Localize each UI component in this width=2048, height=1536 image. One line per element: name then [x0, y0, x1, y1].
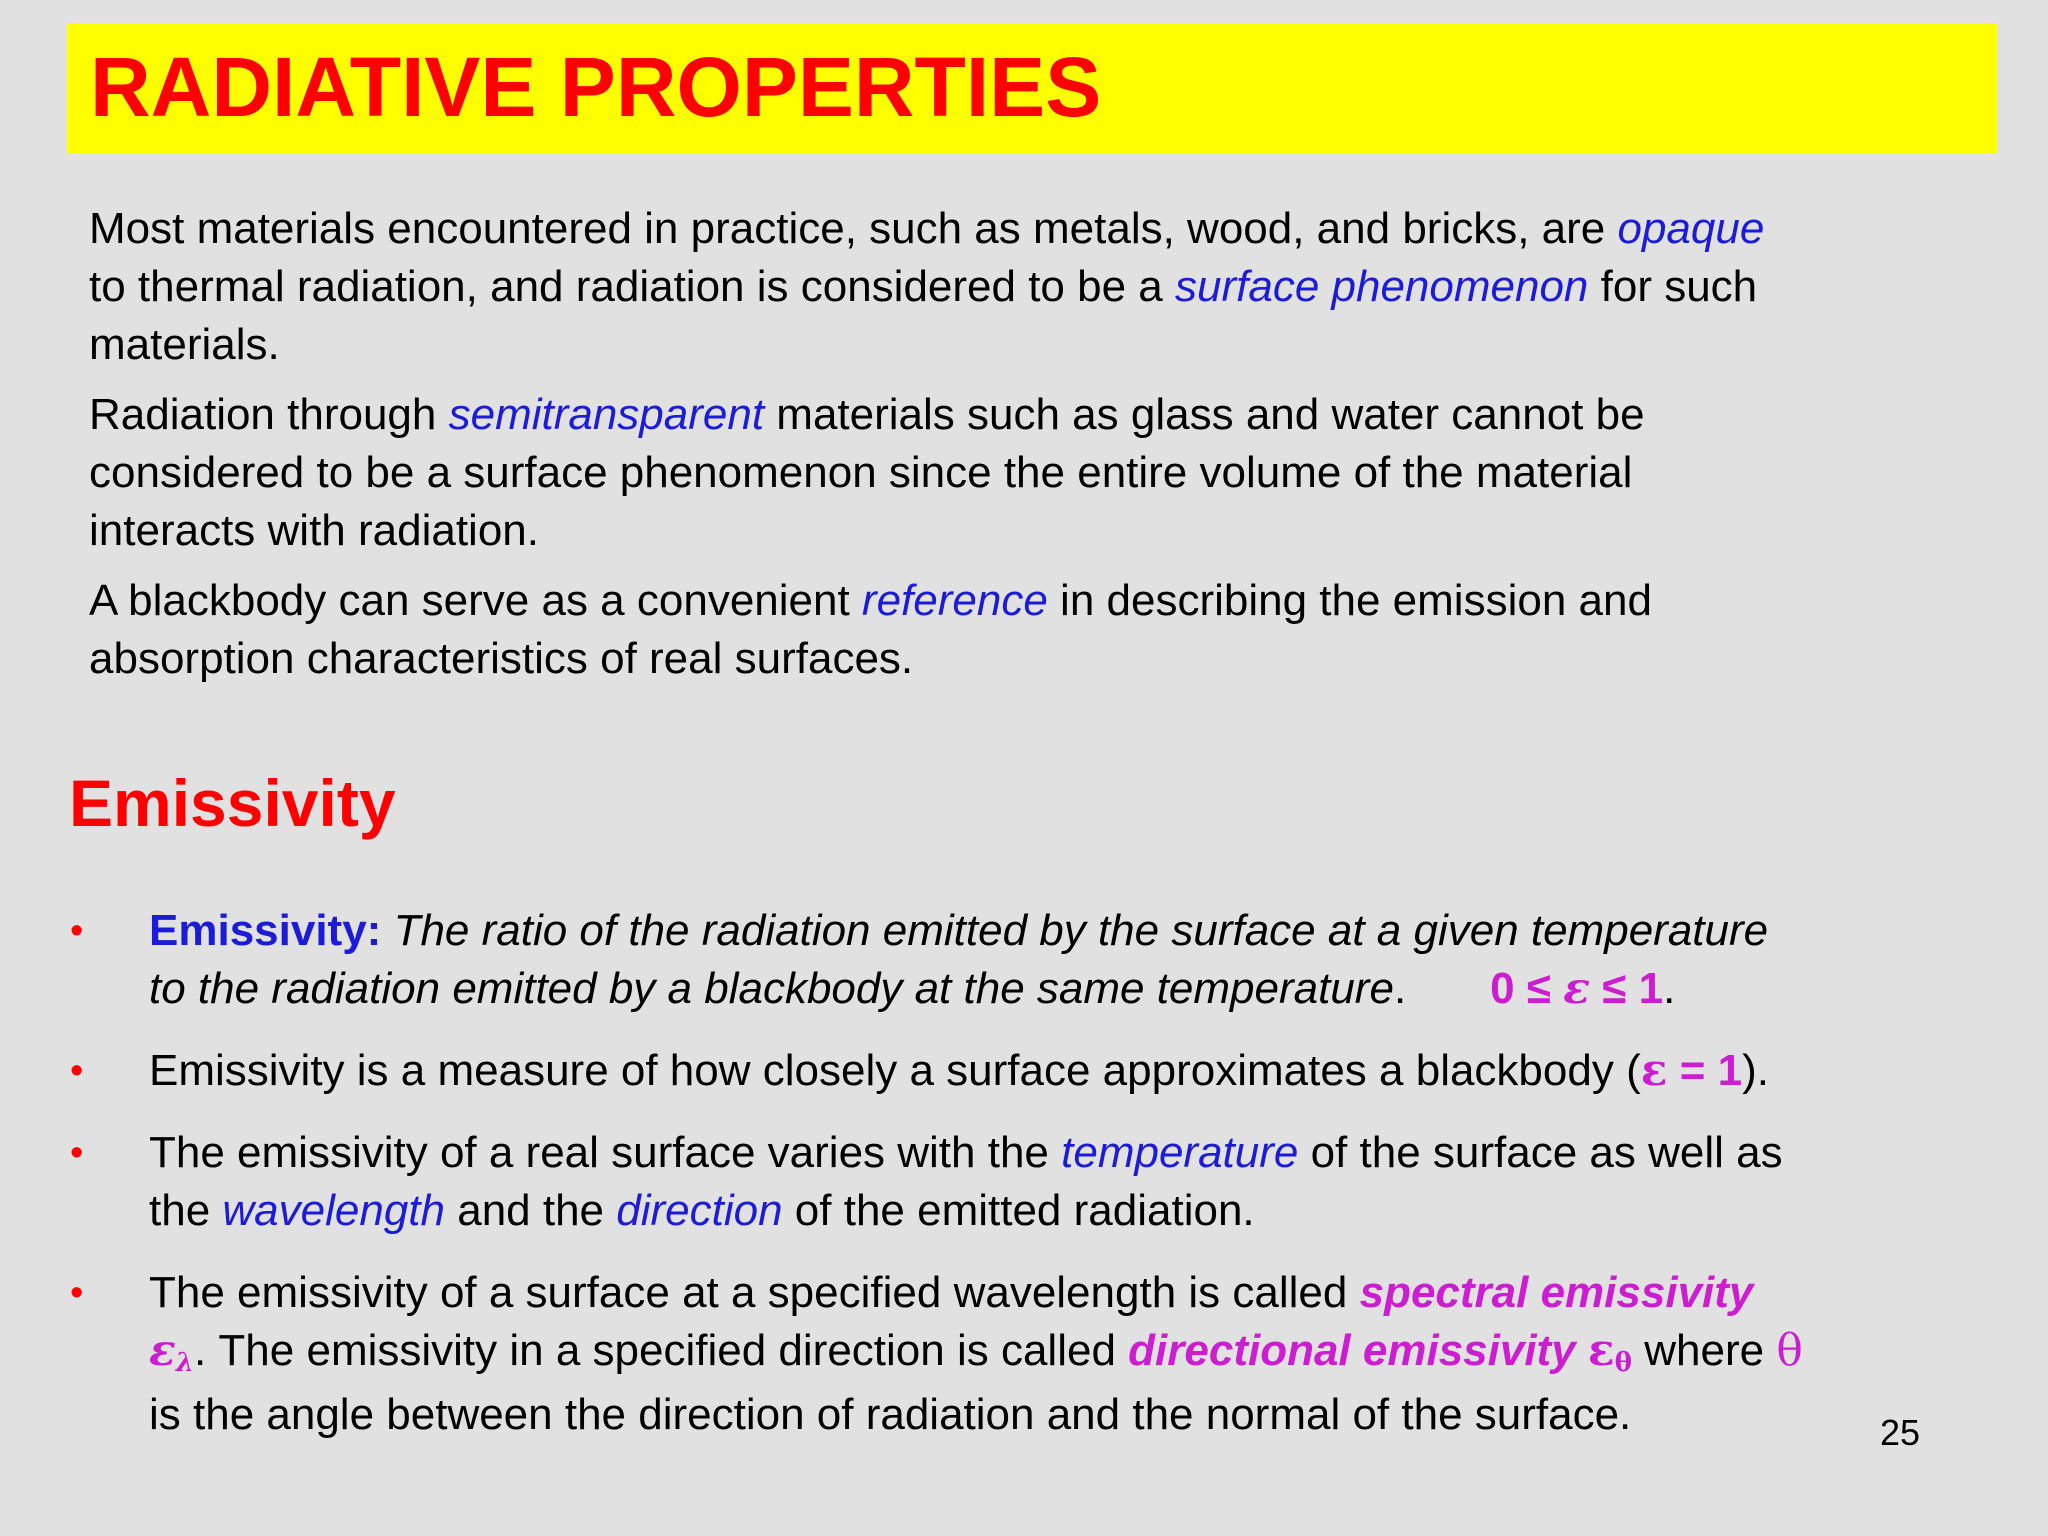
epsilon-lambda-symbol: $\varepsilon_\lambda$ — [149, 1325, 194, 1378]
intro-p3-text-a: A blackbody can serve as a convenient — [89, 576, 862, 625]
intro-p2-text-a: Radiation through — [89, 390, 449, 439]
term-surface-phenomenon: surface phenomenon — [1175, 262, 1589, 311]
intro-text — [89, 200, 1989, 688]
intro-p3-text-c: in describing the emission and — [1047, 576, 1652, 625]
intro-p2-text-c: materials such as glass and water cannot be — [764, 390, 1645, 439]
definition-line-2: to the radiation emitted by a blackbody at the same temperature — [149, 964, 1394, 1013]
intro-paragraph-2 — [89, 386, 1989, 560]
variation-text-h: of the emitted radiation. — [782, 1186, 1255, 1235]
measure-text: Emissivity is a measure of how closely a surface approximates a blackbody ( — [149, 1046, 1641, 1095]
bullet-item-measure — [0, 1042, 2048, 1100]
intro-p3-text-d: absorption characteristics of real surfaces. — [89, 634, 914, 683]
bullet-icon: • — [70, 1272, 84, 1314]
term-opaque: opaque — [1617, 204, 1765, 253]
title-bar — [67, 23, 1997, 153]
intro-p1-text-e: for such — [1588, 262, 1758, 311]
intro-p2-text-d: considered to be a surface phenomenon since the entire volume of the material — [89, 448, 1633, 497]
bullet-item-spectral-directional — [0, 1264, 2048, 1444]
intro-p1-text-c: to thermal radiation, and radiation is considered to be a — [89, 262, 1175, 311]
term-spectral-emissivity: spectral emissivity — [1359, 1268, 1754, 1317]
spectral-text-a: The emissivity of a surface at a specified wavelength is called — [149, 1268, 1360, 1317]
bullet-icon: • — [70, 1132, 84, 1174]
epsilon-symbol: ε — [1563, 963, 1590, 1014]
epsilon-theta-symbol: $\varepsilon_\theta$ — [1587, 1325, 1633, 1378]
intro-paragraph-3 — [89, 572, 1989, 688]
definition-line-1: The ratio of the radiation emitted by the surface at a given temperature — [381, 906, 1769, 955]
measure-text-end: ). — [1742, 1046, 1769, 1095]
section-heading-emissivity: Emissivity — [69, 766, 396, 840]
bullet-icon: • — [70, 910, 84, 952]
intro-p1-text-f: materials. — [89, 320, 280, 369]
theta-symbol: θ — [1776, 1325, 1803, 1376]
blackbody-value: ε = 1 — [1640, 1045, 1743, 1096]
emissivity-label: Emissivity: — [149, 906, 382, 955]
bullet-item-variation — [0, 1124, 2048, 1240]
range-period: . — [1663, 964, 1676, 1013]
intro-p1-text-a: Most materials encountered in practice, such as metals, wood, and bricks, are — [89, 204, 1618, 253]
term-directional-emissivity: directional emissivity — [1128, 1326, 1576, 1375]
spectral-text-e: where — [1632, 1326, 1777, 1375]
spectral-text-f: is the angle between the direction of radiation and the normal of the surface. — [149, 1390, 1632, 1439]
intro-p2-text-e: interacts with radiation. — [89, 506, 539, 555]
bullet-icon: • — [70, 1050, 84, 1092]
epsilon-symbol: ε — [1640, 1045, 1668, 1096]
definition-period: . — [1393, 964, 1407, 1013]
intro-paragraph-1 — [89, 200, 1989, 374]
page-number: 25 — [1880, 1412, 1921, 1453]
spectral-text-c: . The emissivity in a specified direction is called — [193, 1326, 1129, 1375]
bullet-item-definition — [0, 902, 2048, 1018]
emissivity-bullet-list — [0, 902, 2048, 1444]
emissivity-range: 0 ≤ ε ≤ 1 — [1490, 963, 1664, 1014]
variation-text-d: the — [149, 1186, 223, 1235]
variation-text-c: of the surface as well as — [1298, 1128, 1783, 1177]
term-wavelength: wavelength — [222, 1186, 445, 1235]
variation-text-a: The emissivity of a real surface varies with the — [149, 1128, 1062, 1177]
term-semitransparent: semitransparent — [448, 390, 765, 439]
variation-text-f: and the — [445, 1186, 617, 1235]
term-reference: reference — [861, 576, 1048, 625]
slide-title: RADIATIVE PROPERTIES — [90, 40, 1102, 134]
term-temperature: temperature — [1061, 1128, 1299, 1177]
term-direction: direction — [616, 1186, 783, 1235]
